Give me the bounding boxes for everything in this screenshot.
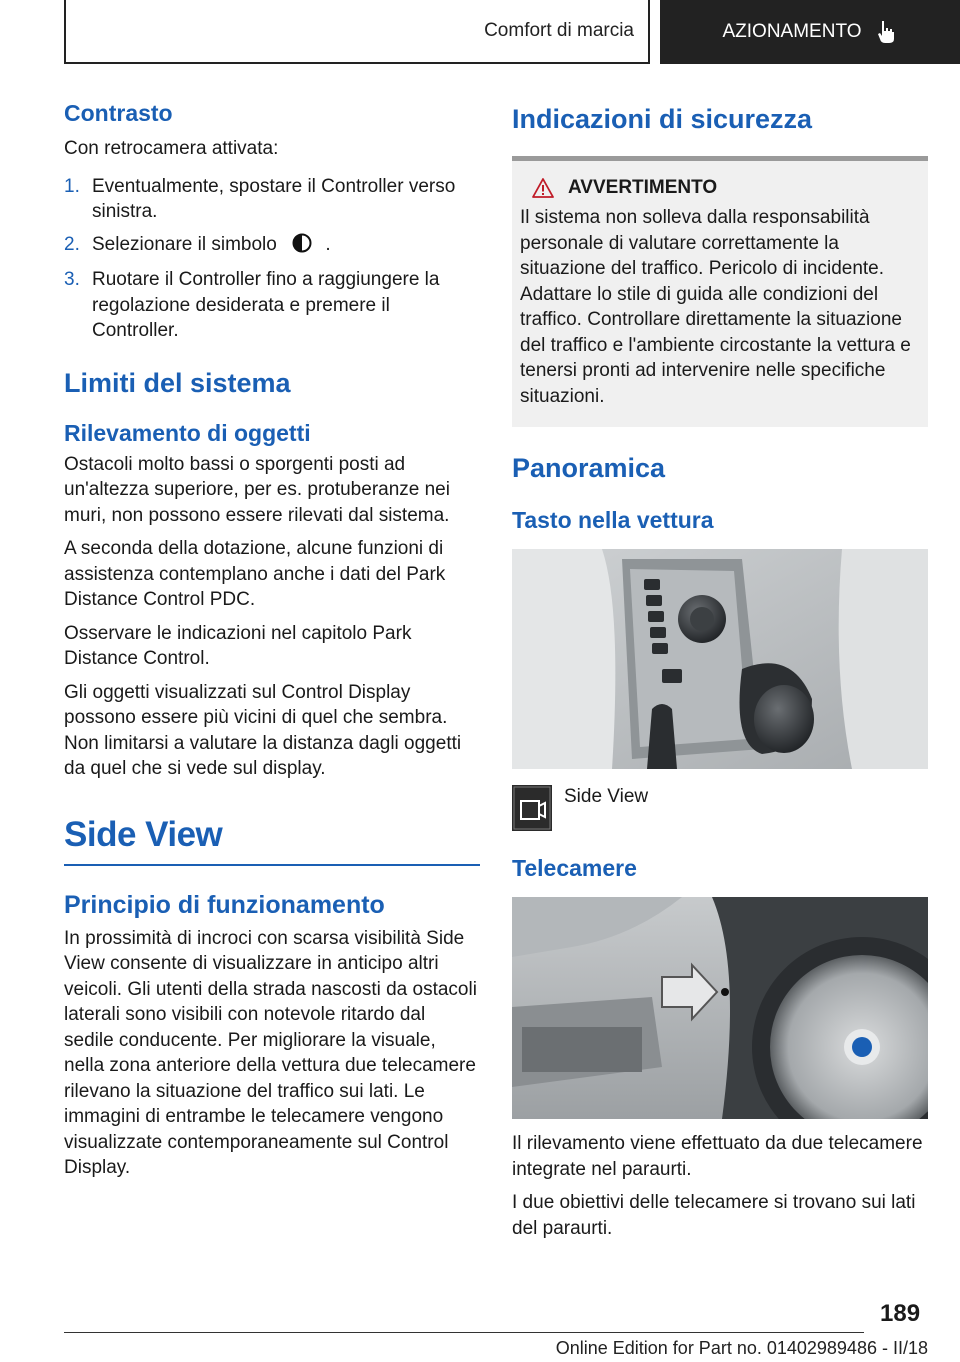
principio-text: In prossimità di incroci con scarsa visibilità Side View consente di visualizzare in anticipo altri veicoli. Gli utenti della strada nascosti da ostacoli laterali sono visibili con notevole ritardo dal sedile conducente. Per migliorare la visuale, nella zona anteriore della vettura due telecamere rilevano la situazione del traffico sui lati. Le immagini di entrambe le telecamere vengono visualizzate contemporaneamente sul Control Display.: [64, 927, 477, 1178]
side-view-heading: Side View: [64, 814, 223, 854]
limiti-heading: Limiti del sistema: [64, 367, 291, 398]
telecamere-para: Il rilevamento viene effettuato da due telecamere integrate nel paraurti.: [512, 1133, 923, 1180]
step-text: Eventualmente, spostare il Controller verso sinistra.: [92, 175, 456, 222]
step-number: 3.: [64, 269, 80, 290]
warning-text: Il sistema non solleva dalla responsabilità personale di valutare correttamente la situazione del traffico. Pericolo di incidente. Adattare lo stile di guida alle condizioni del traffico. Controllare direttamente la situazione del traffico e l'ambiente circostante la vettura e tenersi pronti ad intervenire nelle specifiche situazioni.: [520, 207, 911, 407]
step-item: [64, 232, 480, 261]
step-suffix: .: [325, 233, 331, 255]
header-chapter-label: AZIONAMENTO: [722, 21, 862, 42]
step-text: Selezionare il simbolo: [92, 233, 277, 255]
contrasto-heading: Contrasto: [64, 100, 173, 126]
contrasto-intro: Con retrocamera attivata:: [64, 138, 279, 159]
warning-triangle-icon: [532, 178, 554, 198]
step-item: [64, 174, 480, 225]
tasto-heading: Tasto nella vettura: [512, 507, 714, 533]
side-view-button-label: Side View: [564, 786, 649, 807]
section-divider: [64, 864, 480, 866]
header-section-tab: [64, 0, 650, 64]
side-view-camera-icon: [512, 785, 552, 831]
warning-header: [520, 177, 920, 199]
warning-label: AVVERTIMENTO: [568, 177, 718, 198]
hand-pointer-icon: [876, 19, 898, 45]
warning-box: [512, 156, 928, 427]
rilevamento-para: Osservare le indicazioni nel capitolo Park Distance Control.: [64, 622, 412, 669]
car-console-photo: [512, 549, 928, 769]
footer-edition: Online Edition for Part no. 01402989486 - II/18: [555, 1338, 928, 1358]
step-number: 2.: [64, 233, 80, 255]
right-column: [512, 98, 928, 1241]
contrast-icon: [292, 233, 312, 261]
step-item: [64, 267, 480, 344]
telecamere-heading: Telecamere: [512, 855, 637, 881]
sicurezza-heading: Indicazioni di sicurezza: [512, 104, 813, 134]
step-number: 1.: [64, 175, 80, 197]
principio-heading: Principio di funzionamento: [64, 890, 385, 919]
bumper-camera-photo: [512, 897, 928, 1119]
contrasto-steps: [64, 174, 480, 344]
panoramica-heading: Panoramica: [512, 453, 666, 483]
left-column: [64, 98, 480, 1181]
rilevamento-para: A seconda della dotazione, alcune funzioni di assistenza contemplano anche i dati del Park Distance Control PDC.: [64, 538, 446, 610]
footer-divider: [64, 1332, 864, 1333]
side-view-button-row: [512, 785, 928, 831]
page-number: 189: [880, 1300, 921, 1327]
rilevamento-para: Gli oggetti visualizzati sul Control Display possono essere più vicini di quel che sembra. Non limitarsi a valutare la distanza dagli oggetti da quel che si vede sul display.: [64, 681, 462, 779]
rilevamento-heading: Rilevamento di oggetti: [64, 419, 311, 446]
step-text: Ruotare il Controller fino a raggiungere la regolazione desiderata e premere il Controller.: [92, 269, 440, 341]
telecamere-para: I due obiettivi delle telecamere si trovano sui lati del paraurti.: [512, 1192, 916, 1239]
rilevamento-para: Ostacoli molto bassi o sporgenti posti ad un'altezza superiore, per es. protuberanze nei muri, non possono essere rilevati dal sistema.: [64, 453, 450, 526]
header-section-label: Comfort di marcia: [484, 20, 634, 41]
header-chapter-tab: [660, 0, 960, 64]
